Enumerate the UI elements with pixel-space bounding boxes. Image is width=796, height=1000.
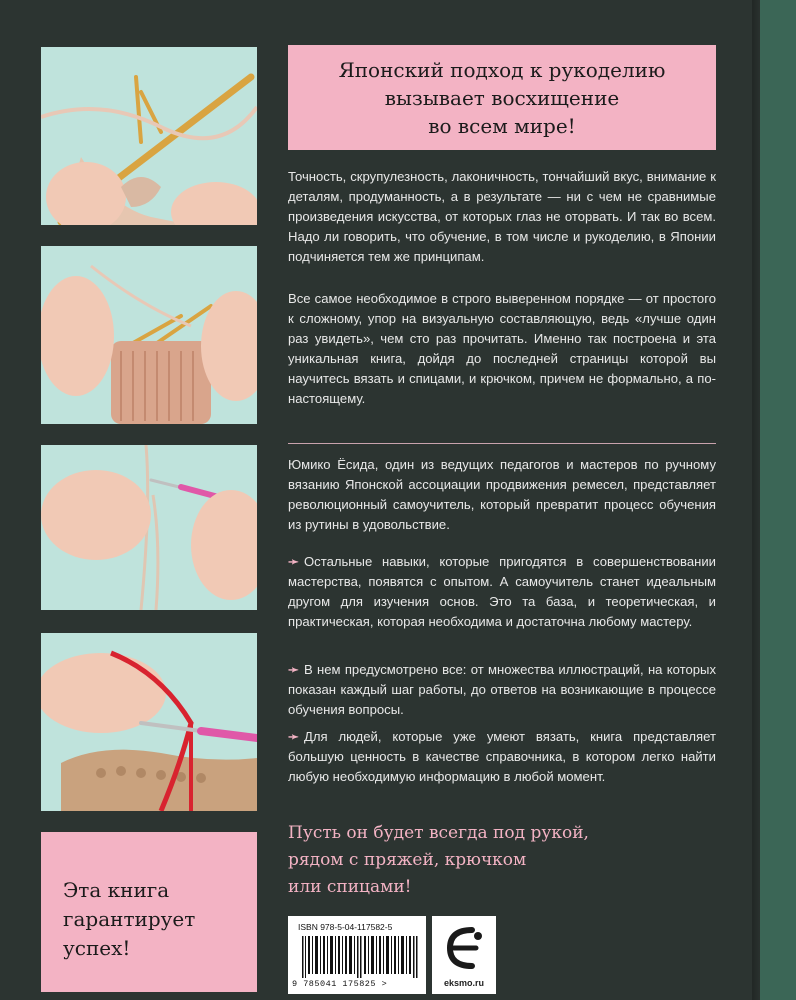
knitting-needles-swatch-photo <box>41 246 257 424</box>
intro-paragraph: Точность, скрупулезность, лаконичность, тончайший вкус, внимание к деталям, продуманность, а в результате — ни с чем не сравнимые произведения искусства, от которых глаз не оторвать. И так во всем. Надо ли говорить, что обучение, в том числе и рукоделию, в Японии подчиняется тем же принципам. <box>288 169 716 264</box>
headline: Японский подход к рукоделию вызывает восхищение во всем мире! <box>338 57 666 138</box>
publisher-logo <box>432 916 496 994</box>
author-paragraph: Юмико Ёсида, один из ведущих педагогов и мастеров по ручному вязанию Японской ассоциации продвижения ремесел, представляет революционный самоучитель, который превратит процесс обучения из рутины в удовольствие. <box>288 457 716 532</box>
bullet-text: В нем предусмотрено все: от множества иллюстраций, на которых показан каждый шаг работы, до ответов на возникающие в процессе обучения вопросы. <box>288 662 716 717</box>
guarantee-text: Эта книга гарантирует успех! <box>63 878 196 960</box>
method-paragraph: Все самое необходимое в строго выверенном порядке — от простого к сложному, упор на визуальную составляющую, ведь «лучше один раз увидеть», чем сто раз прочитать. Именно так построена и эта уникальная книга, дойдя до последней страницы которой вы научитесь вязать и спицами, и крючком, причем не формально, а по-настоящему. <box>288 291 716 406</box>
knitting-needles-start-photo <box>41 47 257 225</box>
eksmo-logo-icon <box>442 922 486 974</box>
crochet-hook-icon <box>41 445 257 610</box>
arrow-bullet-icon: ➛ <box>288 662 298 677</box>
crochet-hook-chain-photo <box>41 445 257 610</box>
isbn-label: ISBN 978-5-04-117582-5 <box>298 922 393 932</box>
publisher-name: eksmo.ru <box>443 978 485 988</box>
arrow-bullet-icon: ➛ <box>288 554 298 569</box>
guarantee-box <box>41 832 257 992</box>
bullet-item <box>288 552 716 632</box>
knitting-swatch-icon <box>41 246 257 424</box>
bullet-text: Остальные навыки, которые пригодятся в совершенствовании мастерства, появятся с опытом. А самоучитель станет идеальным другом для изучения основ. Это та база, и теоретическая, и практическая, которая необходима и достаточна любому мастеру. <box>288 554 716 629</box>
barcode-icon <box>302 936 418 978</box>
bullet-item <box>288 727 716 787</box>
crochet-hook-red-yarn-photo <box>41 633 257 811</box>
divider <box>288 443 716 444</box>
barcode <box>288 916 426 994</box>
bullet-text: Для людей, которые уже умеют вязать, книга представляет большую ценность в качестве справочника, в котором легко найти любую необходимую информацию в любой момент. <box>288 729 716 784</box>
arrow-bullet-icon: ➛ <box>288 729 298 744</box>
headline-box <box>288 45 716 150</box>
knitting-hands-icon <box>41 47 257 225</box>
crochet-red-yarn-icon <box>41 633 257 811</box>
book-spine <box>760 0 796 1000</box>
bullet-item <box>288 660 716 720</box>
barcode-digits: 9 785041 175825 > <box>292 979 388 989</box>
callout: Пусть он будет всегда под рукой, рядом с пряжей, крючком или спицами! <box>288 823 589 897</box>
